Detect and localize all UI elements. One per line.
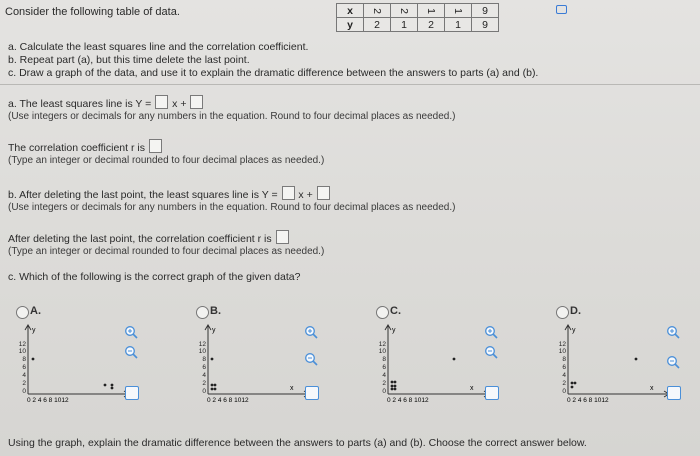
data-table (336, 3, 499, 32)
data-point (32, 358, 35, 361)
part-a-line-mid: x + (172, 98, 187, 110)
x-cell: 2 (391, 4, 418, 18)
x-tick-labels: 0 2 4 6 8 1012 (207, 397, 249, 404)
y-tick-label: 4 (22, 372, 26, 379)
expand-graph-icon[interactable] (667, 386, 681, 400)
data-point (394, 388, 397, 391)
part-a-intercept-input[interactable] (190, 95, 203, 109)
data-point (111, 384, 114, 387)
data-point (571, 386, 574, 389)
part-a-line-row (8, 95, 204, 110)
y-tick-label: 2 (202, 380, 206, 387)
y-axis-label: y (392, 327, 396, 334)
part-a-line-note: (Use integers or decimals for any numbers in the equation. Round to four decimal places as needed.) (8, 111, 456, 122)
data-point (574, 382, 577, 385)
y-tick-label: 0 (562, 388, 566, 395)
data-point (394, 385, 397, 388)
zoom-out-icon[interactable] (304, 352, 318, 366)
y-tick-label: 8 (382, 356, 386, 363)
y-tick-label: 6 (22, 364, 26, 371)
y-tick-label: 10 (558, 348, 566, 355)
table-copy-icon[interactable] (556, 5, 567, 14)
x-axis-label: x (650, 385, 654, 392)
divider (0, 84, 700, 85)
y-cell: 1 (391, 18, 418, 32)
y-tick-label: 10 (198, 348, 206, 355)
instruction-c: c. Draw a graph of the data, and use it to explain the dramatic difference between the answers to parts (a) and (b). (8, 67, 539, 79)
y-tick-label: 6 (202, 364, 206, 371)
part-b-corr-row (8, 230, 290, 245)
option-b-label: B. (210, 305, 221, 317)
x-axis-label: x (290, 385, 294, 392)
part-b-corr-prefix: After deleting the last point, the correlation coefficient r is (8, 233, 272, 245)
data-point (104, 384, 107, 387)
data-point (453, 358, 456, 361)
y-tick-label: 4 (382, 372, 386, 379)
y-tick-label: 8 (202, 356, 206, 363)
y-tick-label: 12 (18, 341, 26, 348)
part-a-line-prefix: a. The least squares line is Y = (8, 98, 152, 110)
y-cell: 9 (472, 18, 499, 32)
data-point (214, 388, 217, 391)
y-tick-label: 0 (202, 388, 206, 395)
y-tick-label: 4 (202, 372, 206, 379)
option-b-radio[interactable] (196, 306, 209, 319)
data-point (571, 382, 574, 385)
zoom-in-icon[interactable] (304, 325, 318, 339)
data-point (214, 384, 217, 387)
y-row-label: y (337, 18, 364, 32)
y-tick-label: 0 (382, 388, 386, 395)
x-tick-labels: 0 2 4 6 8 1012 (567, 397, 609, 404)
part-b-slope-input[interactable] (282, 186, 295, 200)
y-tick-label: 6 (562, 364, 566, 371)
part-b-line-prefix: b. After deleting the last point, the least squares line is Y = (8, 189, 278, 201)
y-tick-label: 2 (382, 380, 386, 387)
data-point (211, 388, 214, 391)
graph-axes (25, 325, 129, 397)
part-a-corr-note: (Type an integer or decimal rounded to four decimal places as needed.) (8, 155, 325, 166)
y-tick-label: 8 (562, 356, 566, 363)
y-tick-label: 8 (22, 356, 26, 363)
x-cell: 2 (364, 4, 391, 18)
part-b-corr-input[interactable] (276, 230, 289, 244)
question-title: Consider the following table of data. (5, 6, 180, 18)
part-b-line-row (8, 186, 331, 201)
y-axis-label: y (572, 327, 576, 334)
expand-graph-icon[interactable] (125, 386, 139, 400)
y-tick-label: 6 (382, 364, 386, 371)
x-cell: 1 (418, 4, 445, 18)
instruction-b: b. Repeat part (a), but this time delete the last point. (8, 54, 250, 66)
data-point (111, 387, 114, 390)
part-a-corr-input[interactable] (149, 139, 162, 153)
part-a-corr-prefix: The correlation coefficient r is (8, 142, 145, 154)
zoom-in-icon[interactable] (124, 325, 138, 339)
y-tick-label: 0 (22, 388, 26, 395)
y-tick-label: 10 (18, 348, 26, 355)
x-row-label: x (337, 4, 364, 18)
data-point (635, 358, 638, 361)
y-axis-label: y (32, 327, 36, 334)
y-tick-label: 12 (558, 341, 566, 348)
x-axis-label: x (470, 385, 474, 392)
part-b-line-note: (Use integers or decimals for any numbers in the equation. Round to four decimal places as needed.) (8, 202, 456, 213)
y-tick-label: 2 (22, 380, 26, 387)
data-point (391, 385, 394, 388)
y-tick-label: 2 (562, 380, 566, 387)
instruction-a: a. Calculate the least squares line and the correlation coefficient. (8, 41, 309, 53)
part-a-corr-row (8, 139, 163, 154)
y-tick-label: 12 (378, 341, 386, 348)
y-cell: 2 (418, 18, 445, 32)
option-d-label: D. (570, 305, 581, 317)
data-point (211, 384, 214, 387)
x-cell: 9 (472, 4, 499, 18)
part-b-intercept-input[interactable] (317, 186, 330, 200)
data-point (391, 381, 394, 384)
data-point (391, 388, 394, 391)
x-tick-labels: 0 2 4 6 8 1012 (387, 397, 429, 404)
y-tick-label: 12 (198, 341, 206, 348)
zoom-in-icon[interactable] (666, 325, 680, 339)
option-a-radio[interactable] (16, 306, 29, 319)
option-c-label: C. (390, 305, 401, 317)
expand-graph-icon[interactable] (485, 386, 499, 400)
part-b-line-mid: x + (298, 189, 313, 201)
zoom-out-icon[interactable] (666, 355, 680, 369)
y-tick-label: 10 (378, 348, 386, 355)
zoom-out-icon[interactable] (124, 345, 138, 359)
expand-graph-icon[interactable] (305, 386, 319, 400)
option-a-label: A. (30, 305, 41, 317)
data-point (394, 381, 397, 384)
x-cell: 1 (445, 4, 472, 18)
data-point (211, 358, 214, 361)
part-c-question: c. Which of the following is the correct graph of the given data? (8, 271, 301, 283)
zoom-in-icon[interactable] (484, 325, 498, 339)
y-tick-label: 4 (562, 372, 566, 379)
part-a-slope-input[interactable] (155, 95, 168, 109)
option-d-radio[interactable] (556, 306, 569, 319)
explain-prompt: Using the graph, explain the dramatic difference between the answers to parts (a) and (b). Choose the correct answer below. (8, 437, 587, 449)
y-axis-label: y (212, 327, 216, 334)
y-cell: 1 (445, 18, 472, 32)
zoom-out-icon[interactable] (484, 345, 498, 359)
part-b-corr-note: (Type an integer or decimal rounded to four decimal places as needed.) (8, 246, 325, 257)
x-tick-labels: 0 2 4 6 8 1012 (27, 397, 69, 404)
option-c-radio[interactable] (376, 306, 389, 319)
y-cell: 2 (364, 18, 391, 32)
